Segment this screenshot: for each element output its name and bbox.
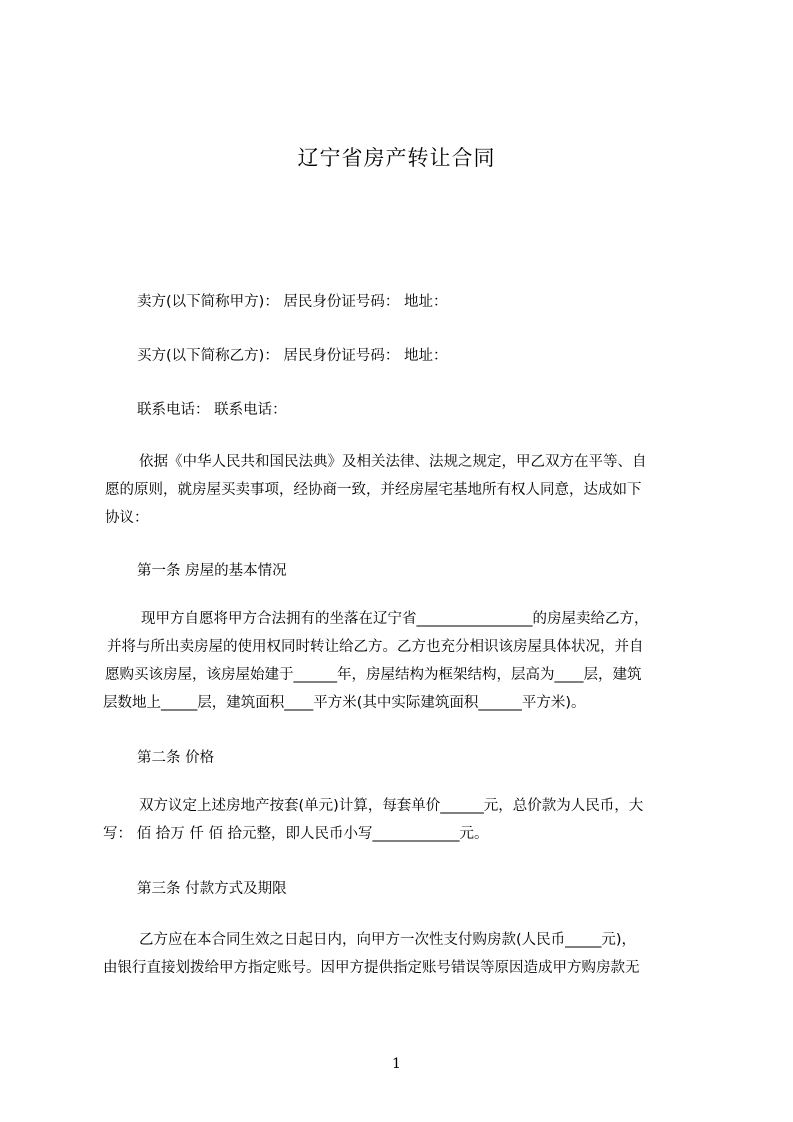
page-number: 1 (392, 1056, 401, 1072)
article2-line: 双方议定上述房地产按套(单元)计算，每套单价______元，总价款为人民币，大 (139, 798, 644, 814)
intro-line: 协议： (105, 510, 149, 526)
seller-line: 卖方(以下简称甲方)： 居民身份证号码： 地址： (137, 294, 448, 310)
article1-line: 层数地上_____层，建筑面积____平方米(其中实际建筑面积______平方米)。 (103, 695, 586, 711)
page-title: 辽宁省房产转让合同 (297, 146, 496, 170)
article1-line: 并将与所出卖房屋的使用权同时转让给乙方。乙方也充分相识该房屋具体状况，并自 (107, 639, 644, 655)
article2-paragraph (103, 792, 700, 848)
phone-line: 联系电话： 联系电话： (137, 402, 287, 418)
article2-line: 写： 佰 拾万 仟 佰 拾元整，即人民币小写____________元。 (103, 826, 489, 842)
intro-line: 依据《中华人民共和国民法典》及相关法律、法规之规定，甲乙双方在平等、自 (139, 454, 647, 470)
article1-line: 愿购买该房屋，该房屋始建于______年，房屋结构为框架结构，层高为____层，建筑 (105, 667, 642, 683)
article1-heading: 第一条 房屋的基本情况 (137, 563, 287, 579)
article1-line: 现甲方自愿将甲方合法拥有的坐落在辽宁省________________的房屋卖给乙方， (141, 611, 649, 627)
article3-line: 由银行直接划拨给甲方指定账号。因甲方提供指定账号错误等原因造成甲方购房款无 (103, 960, 640, 976)
article3-heading: 第三条 付款方式及期限 (137, 881, 287, 897)
intro-line: 愿的原则，就房屋买卖事项，经协商一致，并经房屋宅基地所有权人同意，达成如下 (105, 482, 642, 498)
article3-paragraph (103, 926, 700, 982)
article2-heading: 第二条 价格 (137, 750, 215, 766)
article1-paragraph (103, 605, 700, 717)
buyer-line: 买方(以下简称乙方)： 居民身份证号码： 地址： (137, 348, 448, 364)
article3-line: 乙方应在本合同生效之日起日内，向甲方一次性支付购房款(人民币_____元)， (139, 932, 637, 948)
intro-paragraph (103, 448, 700, 532)
